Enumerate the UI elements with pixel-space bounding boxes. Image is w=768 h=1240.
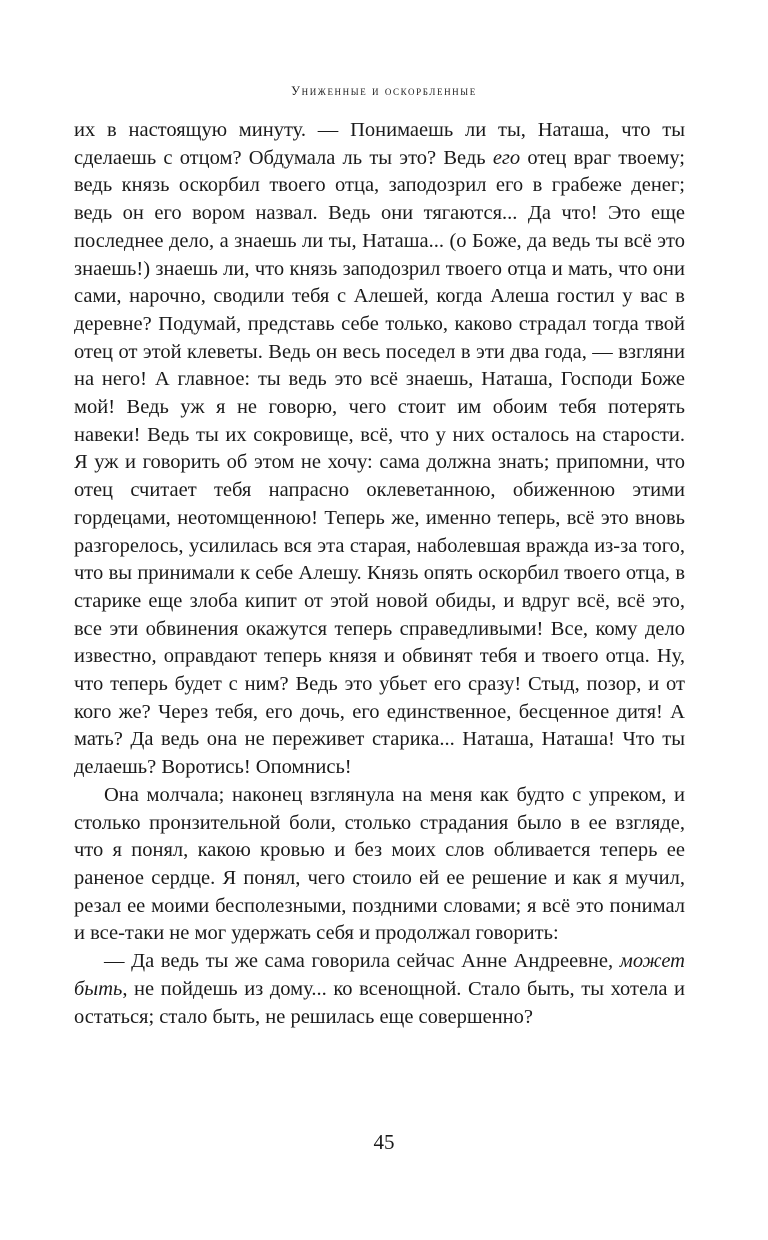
text-segment: отец враг твоему; ведь князь оскорбил твоего отца, заподозрил его в грабеже денег; ведь он его вором назвал. Ведь они тягаются... Да что! Это еще последнее дело, а знаешь ли ты, Наташа... (о Боже, да ведь ты всё это знаешь!) знаешь ли, что князь заподозрил твоего отца и мать, что они сами, нарочно, сводили тебя с Алешей, когда Алеша гостил у вас в деревне? Подумай, представь себе только, каково страдал тогда твой отец от этой клеветы. Ведь он весь поседел в эти два года, — взгляни на него! А главное: ты ведь это всё знаешь, Наташа, Господи Боже мой! Ведь уж я не говорю, чего стоит им обоим тебя потерять навеки! Ведь ты их сокровище, всё, что у них осталось на старости. Я уж и говорить об этом не хочу: сама должна знать; припомни, что отец считает тебя напрасно оклеветанною, обиженною этими гордецами, неотомщенною! Теперь же, именно теперь, всё это вновь разгорелось, усилилась вся эта старая, наболевшая вражда из-за того, что вы принимали к себе Алешу. Князь опять оскорбил твоего отца, в старике еще злоба кипит от этой новой обиды, и вдруг всё, всё это, все эти обвинения окажутся теперь справедливыми! Все, кому дело известно, оправдают теперь князя и обвинят тебя и твоего отца. Ну, что теперь будет с ним? Ведь это убьет его сразу! Стыд, позор, и от кого же? Через тебя, его дочь, его единственное, бесценное дитя! А мать? Да ведь она не переживет старика... Наташа, Наташа! Что ты делаешь? Воротись! Опомнись! bbox=[74, 146, 685, 779]
running-head: Униженные и оскорбленные bbox=[291, 84, 477, 98]
paragraph-1 bbox=[74, 117, 685, 782]
paragraph-3 bbox=[74, 948, 685, 1031]
page-number: 45 bbox=[373, 1130, 395, 1154]
paragraph-2 bbox=[74, 782, 685, 948]
text-segment: , не пойдешь из дому... ко всенощной. Стало быть, ты хотела и остаться; стало быть, не решилась еще совершенно? bbox=[74, 977, 685, 1028]
text-segment: их в настоящую минуту. — Понимаешь ли ты, Наташа, что ты сделаешь с отцом? Обдумала ль ты это? Ведь bbox=[74, 119, 685, 169]
text-segment: — Да ведь ты же сама говорила сейчас Анне Андреевне, bbox=[104, 950, 620, 973]
body-text bbox=[74, 117, 685, 1031]
italic-segment: может быть bbox=[74, 950, 685, 1000]
italic-segment: его bbox=[492, 146, 521, 169]
text-segment: Она молчала; наконец взглянула на меня как будто с упреком, и столько пронзительной боли, столько страдания было в ее взгляде, что я понял, какою кровью и без моих слов обливается теперь ее раненое сердце. Я понял, чего стоило ей ее решение и как я мучил, резал ее моими бесполезными, поздними словами; я всё это понимал и все-таки не мог удержать себя и продолжал говорить: bbox=[74, 783, 685, 945]
